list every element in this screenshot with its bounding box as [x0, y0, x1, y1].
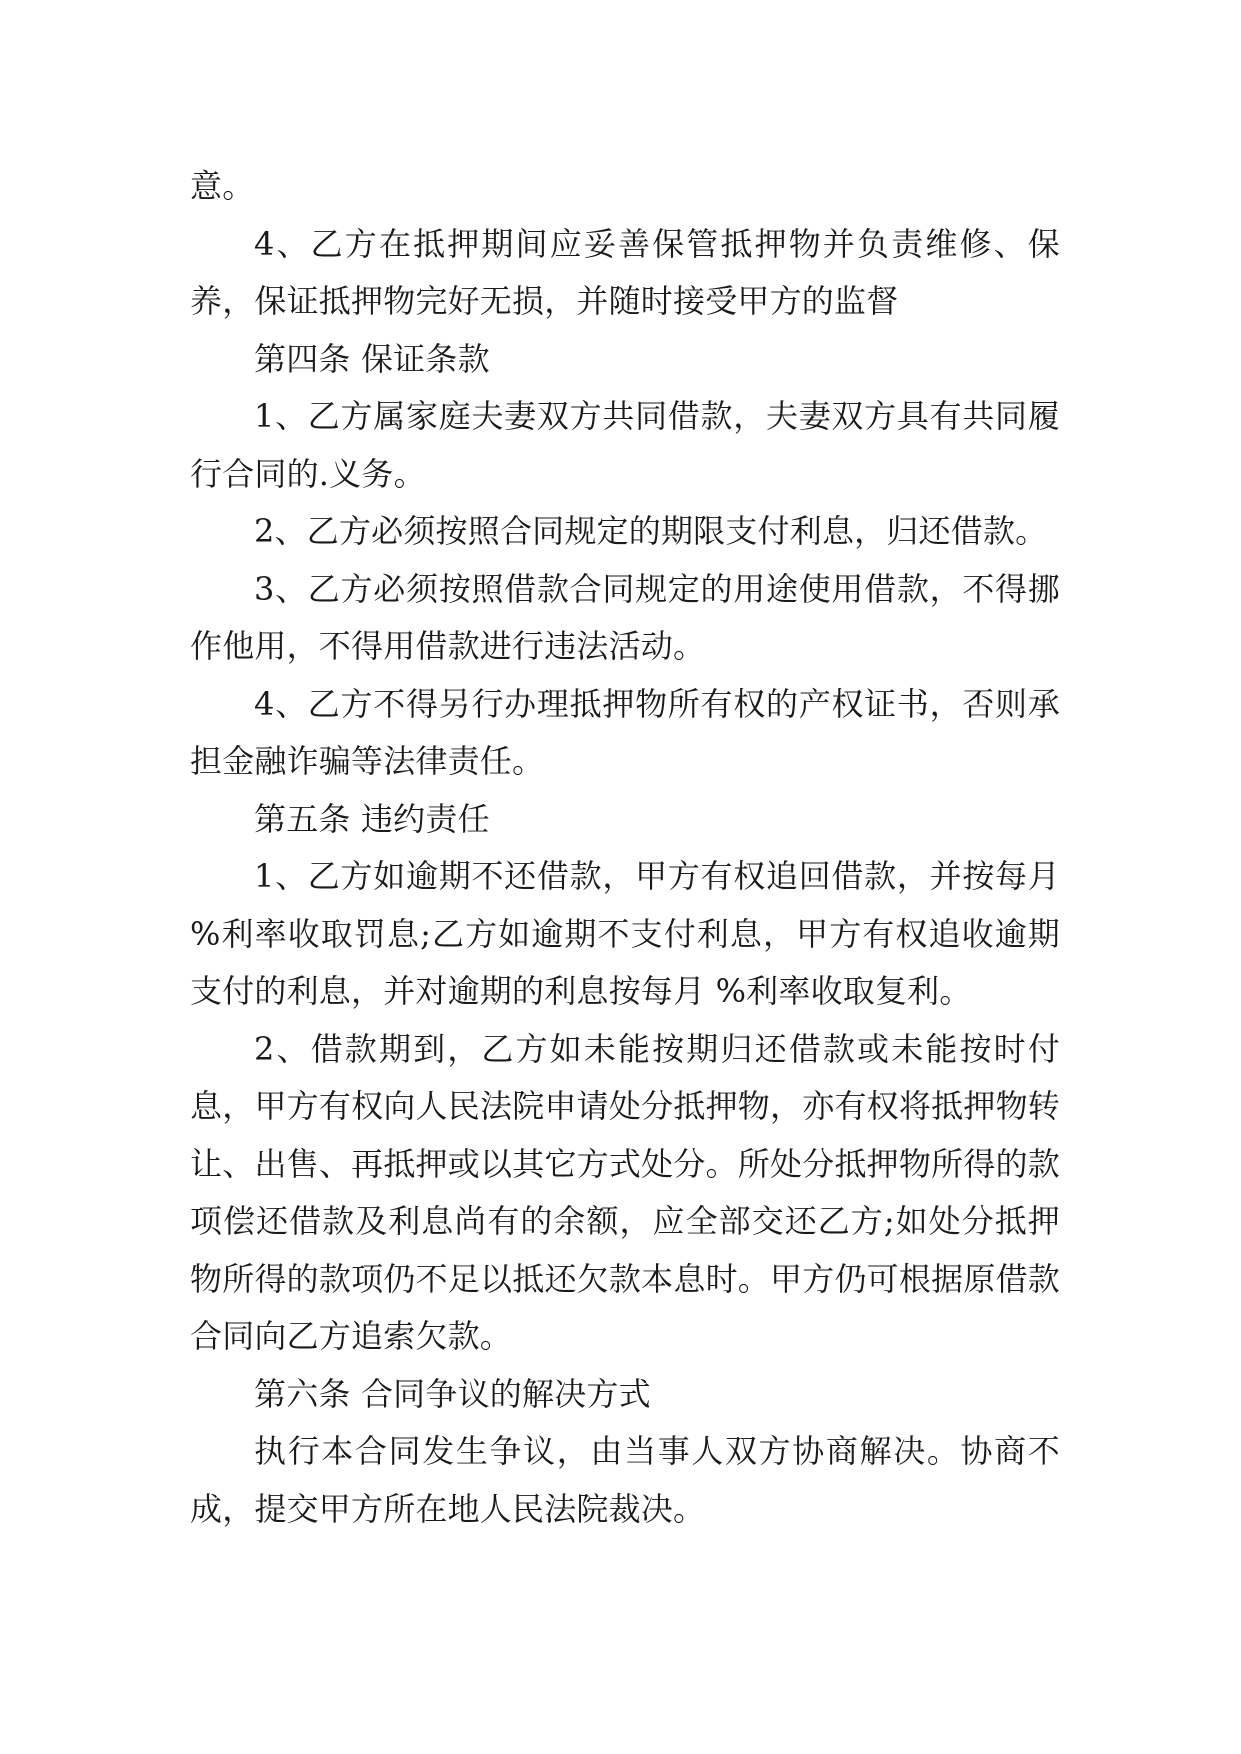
clause-item-3-usage: 3、乙方必须按照借款合同规定的用途使用借款，不得挪作他用，不得用借款进行违法活动。 — [190, 569, 1060, 665]
paragraph-continued: 意。 — [190, 167, 255, 205]
article-heading-6: 第六条 合同争议的解决方式 — [254, 1374, 651, 1413]
article-heading-4: 第四条 保证条款 — [254, 339, 490, 378]
clause-item-4-custody: 4、乙方在抵押期间应妥善保管抵押物并负责维修、保养，保证抵押物完好无损，并随时接受甲方的监督 — [190, 224, 1060, 320]
clause-item-1-joint-borrowing: 1、乙方属家庭夫妻双方共同借款，夫妻双方具有共同履行合同的.义务。 — [190, 397, 1060, 493]
article-heading-5: 第五条 违约责任 — [254, 799, 490, 838]
clause-item-2-payment: 2、乙方必须按照合同规定的期限支付利息，归还借款。 — [254, 512, 1048, 550]
document-body — [190, 158, 1060, 1538]
clause-item-2-disposal: 2、借款期到，乙方如未能按期归还借款或未能按时付息，甲方有权向人民法院申请处分抵押物，亦有权将抵押物转让、出售、再抵押或以其它方式处分。所处分抵押物所得的款项偿还借款及利息尚有的余额，应全部交还乙方;如处分抵押物所得的款项仍不足以抵还欠款本息时。甲方仍可根据原借款合同向乙方追索欠款。 — [190, 1029, 1060, 1355]
clause-item-4-certificate: 4、乙方不得另行办理抵押物所有权的产权证书，否则承担金融诈骗等法律责任。 — [190, 684, 1060, 780]
clause-item-1-overdue: 1、乙方如逾期不还借款，甲方有权追回借款，并按每月 %利率收取罚息;乙方如逾期不支付利息，甲方有权追收逾期支付的利息，并对逾期的利息按每月 %利率收取复利。 — [190, 857, 1060, 1010]
clause-item-dispute-resolution: 执行本合同发生争议，由当事人双方协商解决。协商不成，提交甲方所在地人民法院裁决。 — [190, 1432, 1060, 1528]
